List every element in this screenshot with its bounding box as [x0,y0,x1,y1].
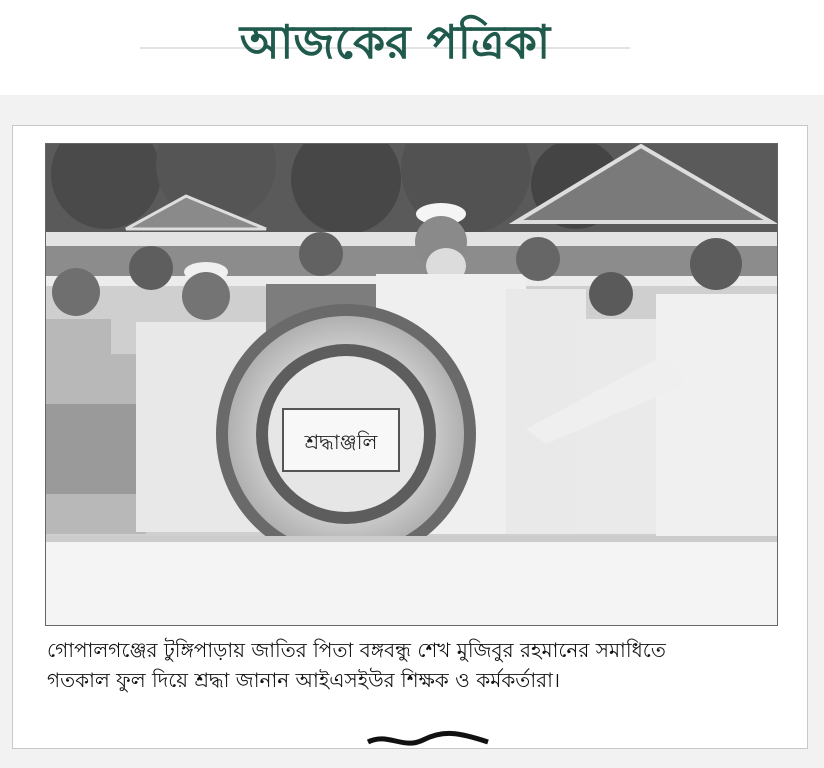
ornament-divider-icon [363,728,493,749]
caption-line-2: গতকাল ফুল দিয়ে শ্রদ্ধা জানান আইএসইউর শিক্ষক ও কর্মকর্তারা। [47,668,561,692]
flower-wreath [216,304,476,564]
photo-caption [47,635,787,695]
masthead [0,0,824,95]
news-photo [45,143,778,626]
wreath-label: শ্রদ্ধাঞ্জলি [304,430,378,454]
masthead-logo-text: আজকের পত্রিকা [239,15,551,69]
mausoleum-slab [46,536,778,626]
news-clipping [12,125,808,749]
caption-line-1: গোপালগঞ্জের টুঙ্গিপাড়ায় জাতির পিতা বঙ্গবন্ধু শেখ মুজিবুর রহমানের সমাধিতে [47,638,666,662]
